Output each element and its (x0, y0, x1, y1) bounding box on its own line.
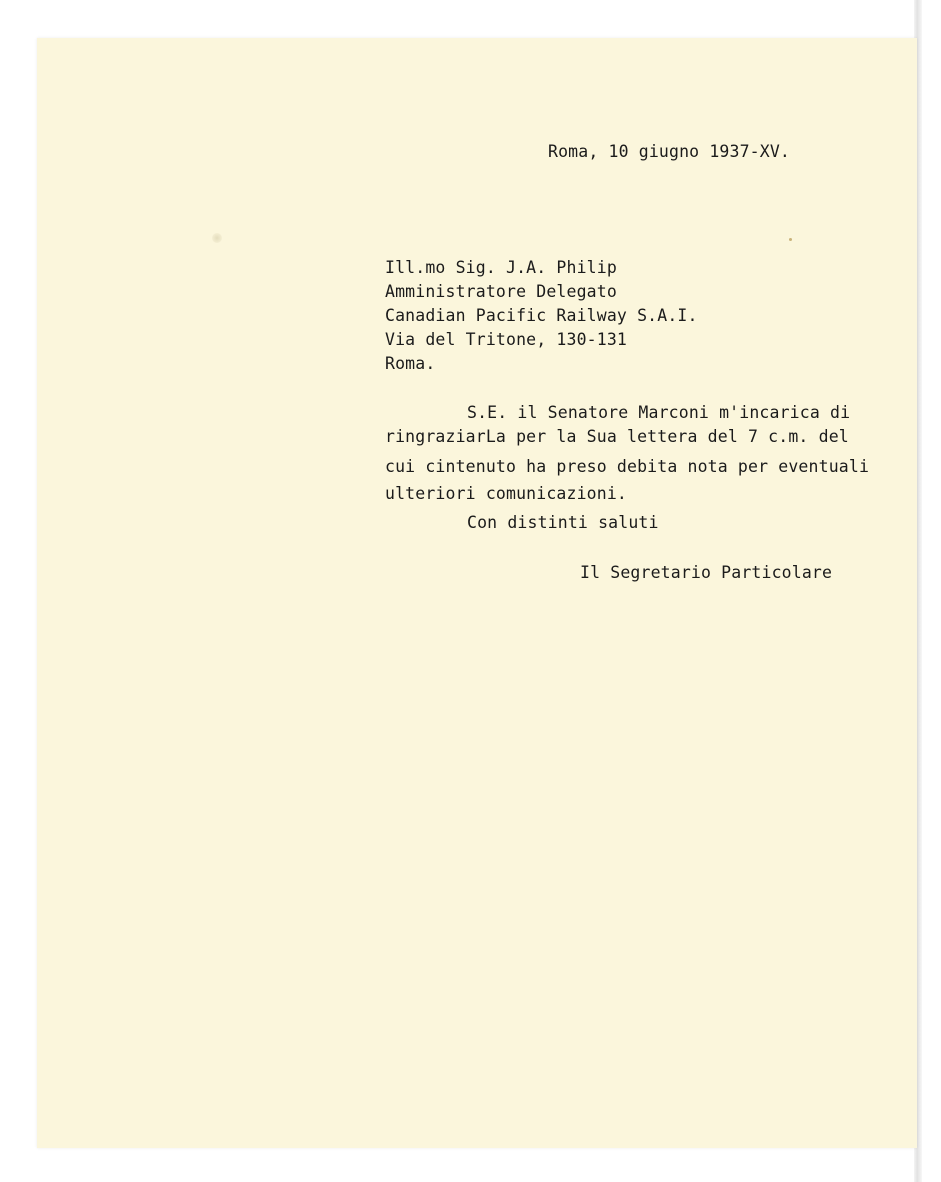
closing-line: Con distinti saluti (467, 513, 659, 532)
address-line-5: Roma. (385, 354, 436, 373)
body-line-1: S.E. il Senatore Marconi m'incarica di (467, 403, 851, 422)
paper-speck (789, 238, 792, 241)
paper-sheet (37, 38, 917, 1148)
body-line-3: cui cintenuto ha preso debita nota per eventuali (385, 457, 870, 476)
body-line-2: ringraziarLa per la Sua lettera del 7 c.m. del (385, 427, 849, 446)
address-line-3: Canadian Pacific Railway S.A.I. (385, 306, 698, 325)
letter-date: Roma, 10 giugno 1937-XV. (548, 142, 791, 161)
body-line-4: ulteriori comunicazioni. (385, 484, 628, 503)
address-line-2: Amministratore Delegato (385, 282, 617, 301)
address-line-4: Via del Tritone, 130-131 (385, 330, 628, 349)
address-line-1: Ill.mo Sig. J.A. Philip (385, 258, 617, 277)
paper-crease-mark (212, 233, 222, 243)
signature-line: Il Segretario Particolare (580, 563, 833, 582)
